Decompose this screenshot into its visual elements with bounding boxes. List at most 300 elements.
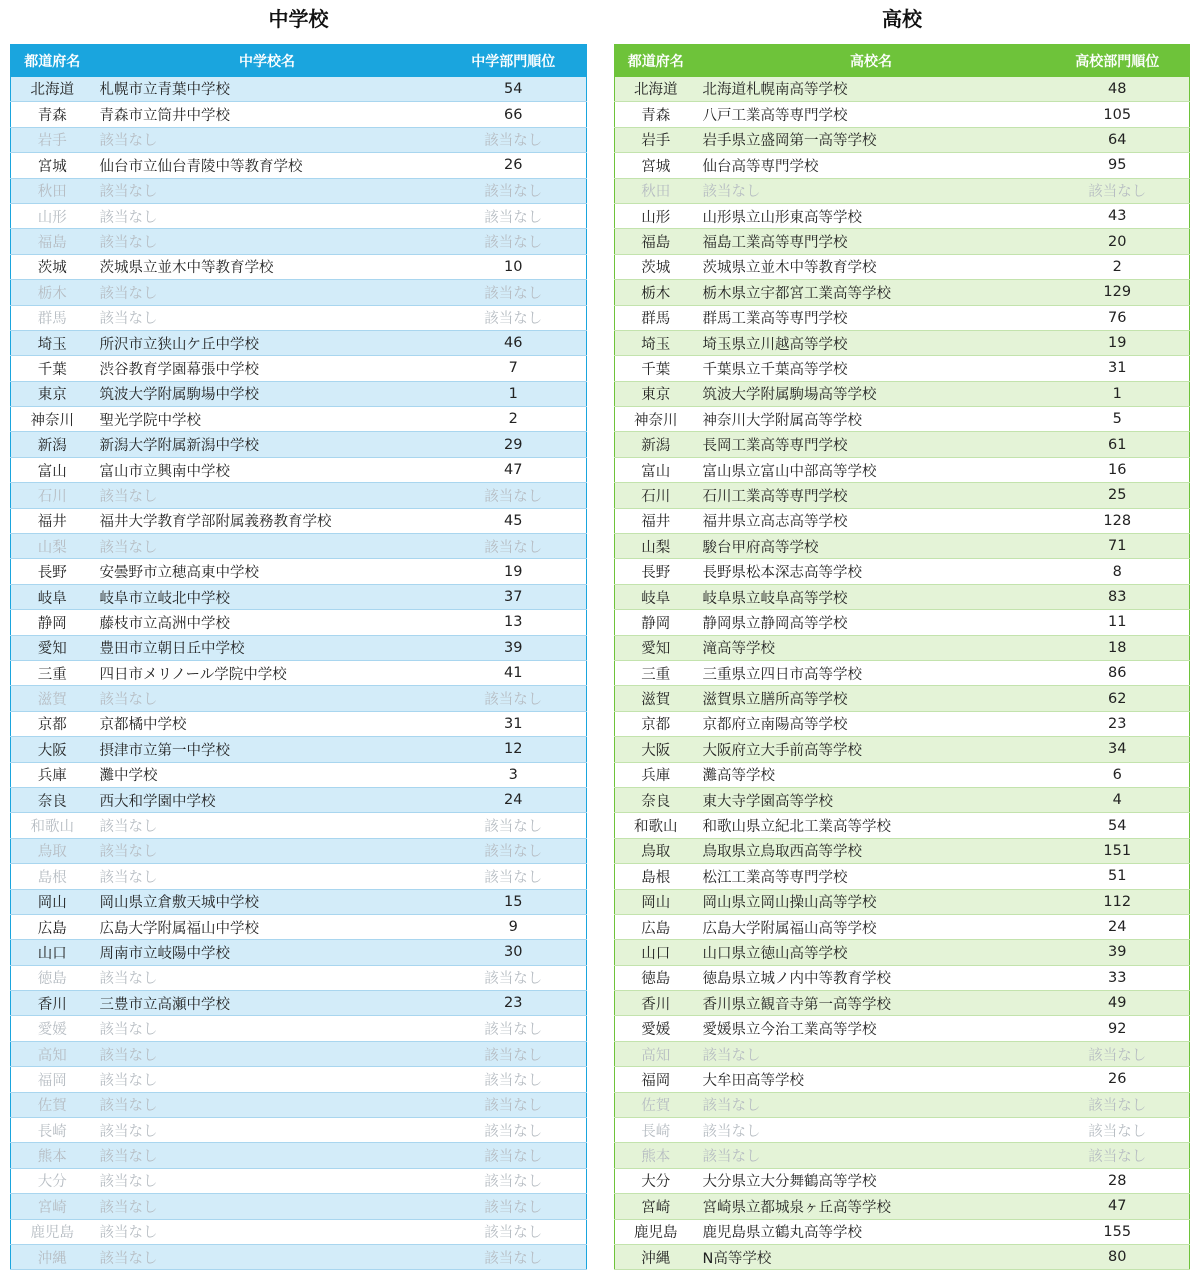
rank-cell: 該当なし xyxy=(1046,1118,1190,1143)
table-row xyxy=(11,1016,587,1041)
table-row xyxy=(615,178,1190,203)
prefecture-cell: 和歌山 xyxy=(615,813,697,838)
school-name-cell: 山口県立徳山高等学校 xyxy=(697,940,1046,965)
prefecture-cell: 愛知 xyxy=(615,635,697,660)
school-name-cell: 大阪府立大手前高等学校 xyxy=(697,737,1046,762)
rank-cell: 該当なし xyxy=(441,229,587,254)
rank-cell: 105 xyxy=(1046,102,1190,127)
school-name-cell: 徳島県立城ノ内中等教育学校 xyxy=(697,965,1046,990)
table-header-row xyxy=(11,45,587,77)
table-row xyxy=(11,914,587,939)
prefecture-cell: 千葉 xyxy=(615,356,697,381)
prefecture-cell: 沖縄 xyxy=(11,1244,94,1269)
table-row xyxy=(11,203,587,228)
header-prefecture: 都道府名 xyxy=(615,45,697,77)
rank-cell: 9 xyxy=(441,914,587,939)
prefecture-cell: 北海道 xyxy=(11,77,94,102)
school-name-cell: 該当なし xyxy=(94,1041,441,1066)
prefecture-cell: 大分 xyxy=(11,1168,94,1193)
table-row xyxy=(615,1219,1190,1244)
school-name-cell: 茨城県立並木中等教育学校 xyxy=(697,254,1046,279)
table-row xyxy=(615,610,1190,635)
school-name-cell: 山形県立山形東高等学校 xyxy=(697,203,1046,228)
school-name-cell: 藤枝市立高洲中学校 xyxy=(94,610,441,635)
prefecture-cell: 宮城 xyxy=(615,153,697,178)
prefecture-cell: 青森 xyxy=(11,102,94,127)
school-name-cell: 香川県立観音寺第一高等学校 xyxy=(697,991,1046,1016)
prefecture-cell: 三重 xyxy=(11,660,94,685)
school-name-cell: 該当なし xyxy=(94,1016,441,1041)
prefecture-cell: 広島 xyxy=(615,914,697,939)
table-row xyxy=(615,813,1190,838)
table-row xyxy=(615,559,1190,584)
prefecture-cell: 岩手 xyxy=(11,127,94,152)
rank-cell: 86 xyxy=(1046,660,1190,685)
rank-cell: 24 xyxy=(1046,914,1190,939)
rank-cell: 該当なし xyxy=(441,305,587,330)
table-row xyxy=(615,940,1190,965)
table-row xyxy=(11,1194,587,1219)
table-row xyxy=(11,686,587,711)
school-name-cell: 該当なし xyxy=(697,1092,1046,1117)
rank-cell: 該当なし xyxy=(441,1118,587,1143)
school-name-cell: 栃木県立宇都宮工業高等学校 xyxy=(697,280,1046,305)
table-row xyxy=(615,432,1190,457)
table-row xyxy=(615,1118,1190,1143)
rank-cell: 10 xyxy=(441,254,587,279)
table-row xyxy=(615,787,1190,812)
table-row xyxy=(11,534,587,559)
rank-cell: 19 xyxy=(441,559,587,584)
school-name-cell: 西大和学園中学校 xyxy=(94,787,441,812)
rank-cell: 76 xyxy=(1046,305,1190,330)
prefecture-cell: 宮城 xyxy=(11,153,94,178)
table-row xyxy=(11,77,587,102)
school-name-cell: 広島大学附属福山高等学校 xyxy=(697,914,1046,939)
high-school-rows xyxy=(615,77,1190,1270)
prefecture-cell: 新潟 xyxy=(615,432,697,457)
table-row xyxy=(615,1016,1190,1041)
rank-cell: 該当なし xyxy=(441,534,587,559)
middle-school-rows xyxy=(11,77,587,1270)
rank-cell: 23 xyxy=(441,991,587,1016)
prefecture-cell: 山梨 xyxy=(615,534,697,559)
table-row xyxy=(615,711,1190,736)
rank-cell: 29 xyxy=(441,432,587,457)
school-name-cell: 該当なし xyxy=(697,178,1046,203)
rank-cell: 該当なし xyxy=(441,1194,587,1219)
school-name-cell: 三重県立四日市高等学校 xyxy=(697,660,1046,685)
table-row xyxy=(11,102,587,127)
prefecture-cell: 栃木 xyxy=(11,280,94,305)
rank-cell: 23 xyxy=(1046,711,1190,736)
school-name-cell: 該当なし xyxy=(94,229,441,254)
rank-cell: 16 xyxy=(1046,457,1190,482)
table-row xyxy=(615,127,1190,152)
table-row xyxy=(11,584,587,609)
table-row xyxy=(615,77,1190,102)
school-name-cell: 石川工業高等専門学校 xyxy=(697,483,1046,508)
table-row xyxy=(11,991,587,1016)
table-row xyxy=(615,914,1190,939)
school-name-cell: 富山県立富山中部高等学校 xyxy=(697,457,1046,482)
prefecture-cell: 東京 xyxy=(615,381,697,406)
school-name-cell: 神奈川大学附属高等学校 xyxy=(697,407,1046,432)
table-row xyxy=(615,254,1190,279)
table-row xyxy=(11,1067,587,1092)
table-row xyxy=(615,838,1190,863)
prefecture-cell: 島根 xyxy=(615,864,697,889)
school-name-cell: 該当なし xyxy=(94,280,441,305)
rank-cell: 11 xyxy=(1046,610,1190,635)
prefecture-cell: 静岡 xyxy=(11,610,94,635)
prefecture-cell: 鳥取 xyxy=(615,838,697,863)
prefecture-cell: 大阪 xyxy=(615,737,697,762)
school-name-cell: 該当なし xyxy=(94,1143,441,1168)
school-name-cell: 鹿児島県立鶴丸高等学校 xyxy=(697,1219,1046,1244)
table-row xyxy=(11,940,587,965)
table-row xyxy=(11,813,587,838)
rank-cell: 26 xyxy=(1046,1067,1190,1092)
prefecture-cell: 大阪 xyxy=(11,737,94,762)
school-name-cell: 該当なし xyxy=(94,1118,441,1143)
table-row xyxy=(11,1244,587,1269)
prefecture-cell: 京都 xyxy=(615,711,697,736)
rank-cell: 該当なし xyxy=(441,965,587,990)
school-name-cell: 該当なし xyxy=(94,1067,441,1092)
school-name-cell: 青森市立筒井中学校 xyxy=(94,102,441,127)
table-row xyxy=(615,1244,1190,1269)
header-school-name: 中学校名 xyxy=(94,45,441,77)
prefecture-cell: 神奈川 xyxy=(11,407,94,432)
rank-cell: 54 xyxy=(1046,813,1190,838)
rank-cell: 61 xyxy=(1046,432,1190,457)
prefecture-cell: 埼玉 xyxy=(11,330,94,355)
rank-cell: 47 xyxy=(441,457,587,482)
table-row xyxy=(11,559,587,584)
school-name-cell: 該当なし xyxy=(94,838,441,863)
school-name-cell: 該当なし xyxy=(94,534,441,559)
school-name-cell: 安曇野市立穂高東中学校 xyxy=(94,559,441,584)
table-row xyxy=(615,1067,1190,1092)
school-name-cell: 該当なし xyxy=(94,1244,441,1269)
prefecture-cell: 沖縄 xyxy=(615,1244,697,1269)
school-name-cell: 岡山県立岡山操山高等学校 xyxy=(697,889,1046,914)
prefecture-cell: 新潟 xyxy=(11,432,94,457)
table-row xyxy=(615,305,1190,330)
school-name-cell: 該当なし xyxy=(697,1143,1046,1168)
rank-cell: 該当なし xyxy=(1046,1041,1190,1066)
rank-cell: 該当なし xyxy=(441,127,587,152)
rank-cell: 46 xyxy=(441,330,587,355)
rank-cell: 該当なし xyxy=(441,1143,587,1168)
table-row xyxy=(615,1143,1190,1168)
prefecture-cell: 徳島 xyxy=(615,965,697,990)
rank-cell: 66 xyxy=(441,102,587,127)
school-name-cell: 該当なし xyxy=(94,203,441,228)
table-row xyxy=(11,1143,587,1168)
prefecture-cell: 兵庫 xyxy=(11,762,94,787)
rank-cell: 151 xyxy=(1046,838,1190,863)
rank-cell: 該当なし xyxy=(441,1067,587,1092)
middle-school-table xyxy=(10,44,587,1270)
rank-cell: 20 xyxy=(1046,229,1190,254)
table-row xyxy=(615,991,1190,1016)
rank-cell: 48 xyxy=(1046,77,1190,102)
rank-cell: 該当なし xyxy=(441,280,587,305)
school-name-cell: 該当なし xyxy=(94,127,441,152)
school-name-cell: 所沢市立狭山ケ丘中学校 xyxy=(94,330,441,355)
prefecture-cell: 茨城 xyxy=(11,254,94,279)
school-name-cell: 京都橘中学校 xyxy=(94,711,441,736)
table-row xyxy=(615,1041,1190,1066)
prefecture-cell: 石川 xyxy=(615,483,697,508)
prefecture-cell: 愛媛 xyxy=(615,1016,697,1041)
rank-cell: 該当なし xyxy=(441,686,587,711)
prefecture-cell: 鹿児島 xyxy=(11,1219,94,1244)
table-row xyxy=(11,127,587,152)
table-row xyxy=(615,280,1190,305)
table-row xyxy=(11,1168,587,1193)
rank-cell: 39 xyxy=(1046,940,1190,965)
prefecture-cell: 山形 xyxy=(615,203,697,228)
table-header-row xyxy=(615,45,1190,77)
school-name-cell: 該当なし xyxy=(697,1041,1046,1066)
school-name-cell: 該当なし xyxy=(94,813,441,838)
rank-cell: 5 xyxy=(1046,407,1190,432)
table-row xyxy=(615,407,1190,432)
table-row xyxy=(615,584,1190,609)
rank-cell: 95 xyxy=(1046,153,1190,178)
rank-cell: 該当なし xyxy=(1046,1143,1190,1168)
school-name-cell: 滝高等学校 xyxy=(697,635,1046,660)
school-name-cell: 埼玉県立川越高等学校 xyxy=(697,330,1046,355)
rank-cell: 33 xyxy=(1046,965,1190,990)
rank-cell: 該当なし xyxy=(441,483,587,508)
prefecture-cell: 山梨 xyxy=(11,534,94,559)
rank-cell: 28 xyxy=(1046,1168,1190,1193)
rank-cell: 71 xyxy=(1046,534,1190,559)
prefecture-cell: 愛媛 xyxy=(11,1016,94,1041)
school-name-cell: 八戸工業高等専門学校 xyxy=(697,102,1046,127)
rank-cell: 26 xyxy=(441,153,587,178)
rank-cell: 24 xyxy=(441,787,587,812)
school-name-cell: 筑波大学附属駒場高等学校 xyxy=(697,381,1046,406)
prefecture-cell: 兵庫 xyxy=(615,762,697,787)
table-row xyxy=(11,838,587,863)
rank-cell: 15 xyxy=(441,889,587,914)
school-name-cell: N高等学校 xyxy=(697,1244,1046,1269)
table-row xyxy=(615,1092,1190,1117)
school-name-cell: 該当なし xyxy=(94,483,441,508)
prefecture-cell: 愛知 xyxy=(11,635,94,660)
rank-cell: 2 xyxy=(1046,254,1190,279)
school-name-cell: 該当なし xyxy=(94,305,441,330)
rank-cell: 1 xyxy=(1046,381,1190,406)
prefecture-cell: 福岡 xyxy=(615,1067,697,1092)
rank-cell: 64 xyxy=(1046,127,1190,152)
rank-cell: 19 xyxy=(1046,330,1190,355)
school-name-cell: 京都府立南陽高等学校 xyxy=(697,711,1046,736)
prefecture-cell: 島根 xyxy=(11,864,94,889)
table-row xyxy=(11,889,587,914)
rank-cell: 2 xyxy=(441,407,587,432)
table-row xyxy=(11,965,587,990)
table-row xyxy=(11,610,587,635)
prefecture-cell: 香川 xyxy=(11,991,94,1016)
school-name-cell: 福井県立高志高等学校 xyxy=(697,508,1046,533)
rank-cell: 62 xyxy=(1046,686,1190,711)
table-row xyxy=(11,1041,587,1066)
rank-cell: 13 xyxy=(441,610,587,635)
school-name-cell: 広島大学附属福山中学校 xyxy=(94,914,441,939)
table-row xyxy=(615,889,1190,914)
prefecture-cell: 群馬 xyxy=(11,305,94,330)
rank-cell: 34 xyxy=(1046,737,1190,762)
prefecture-cell: 佐賀 xyxy=(615,1092,697,1117)
table-row xyxy=(11,229,587,254)
prefecture-cell: 群馬 xyxy=(615,305,697,330)
school-name-cell: 茨城県立並木中等教育学校 xyxy=(94,254,441,279)
prefecture-cell: 大分 xyxy=(615,1168,697,1193)
school-name-cell: 宮崎県立都城泉ヶ丘高等学校 xyxy=(697,1194,1046,1219)
table-row xyxy=(11,280,587,305)
table-row xyxy=(11,508,587,533)
table-row xyxy=(11,762,587,787)
high-school-table xyxy=(614,44,1190,1270)
rank-cell: 1 xyxy=(441,381,587,406)
prefecture-cell: 石川 xyxy=(11,483,94,508)
table-row xyxy=(11,305,587,330)
prefecture-cell: 熊本 xyxy=(11,1143,94,1168)
table-row xyxy=(615,483,1190,508)
rank-cell: 該当なし xyxy=(441,1092,587,1117)
table-row xyxy=(11,356,587,381)
rank-cell: 25 xyxy=(1046,483,1190,508)
prefecture-cell: 福岡 xyxy=(11,1067,94,1092)
prefecture-cell: 岐阜 xyxy=(615,584,697,609)
prefecture-cell: 高知 xyxy=(615,1041,697,1066)
prefecture-cell: 青森 xyxy=(615,102,697,127)
school-name-cell: 筑波大学附属駒場中学校 xyxy=(94,381,441,406)
rank-cell: 80 xyxy=(1046,1244,1190,1269)
school-name-cell: 該当なし xyxy=(94,864,441,889)
table-row xyxy=(11,178,587,203)
table-row xyxy=(615,229,1190,254)
school-name-cell: 摂津市立第一中学校 xyxy=(94,737,441,762)
school-name-cell: 該当なし xyxy=(697,1118,1046,1143)
prefecture-cell: 滋賀 xyxy=(11,686,94,711)
prefecture-cell: 秋田 xyxy=(615,178,697,203)
prefecture-cell: 千葉 xyxy=(11,356,94,381)
table-row xyxy=(615,508,1190,533)
school-name-cell: 札幌市立青葉中学校 xyxy=(94,77,441,102)
rank-cell: 該当なし xyxy=(441,1219,587,1244)
prefecture-cell: 香川 xyxy=(615,991,697,1016)
table-row xyxy=(11,711,587,736)
prefecture-cell: 福島 xyxy=(11,229,94,254)
table-row xyxy=(615,457,1190,482)
school-name-cell: 千葉県立千葉高等学校 xyxy=(697,356,1046,381)
table-row xyxy=(615,660,1190,685)
rank-cell: 該当なし xyxy=(441,1016,587,1041)
prefecture-cell: 秋田 xyxy=(11,178,94,203)
prefecture-cell: 広島 xyxy=(11,914,94,939)
school-name-cell: 該当なし xyxy=(94,1194,441,1219)
rank-cell: 49 xyxy=(1046,991,1190,1016)
school-name-cell: 聖光学院中学校 xyxy=(94,407,441,432)
rank-cell: 43 xyxy=(1046,203,1190,228)
table-row xyxy=(11,407,587,432)
school-name-cell: 滋賀県立膳所高等学校 xyxy=(697,686,1046,711)
rank-cell: 該当なし xyxy=(441,1041,587,1066)
table-row xyxy=(11,1118,587,1143)
school-name-cell: 北海道札幌南高等学校 xyxy=(697,77,1046,102)
table-row xyxy=(11,330,587,355)
rank-cell: 54 xyxy=(441,77,587,102)
school-name-cell: 駿台甲府高等学校 xyxy=(697,534,1046,559)
prefecture-cell: 富山 xyxy=(615,457,697,482)
rank-cell: 41 xyxy=(441,660,587,685)
prefecture-cell: 岡山 xyxy=(615,889,697,914)
prefecture-cell: 和歌山 xyxy=(11,813,94,838)
high-school-panel xyxy=(614,0,1190,1270)
rank-cell: 該当なし xyxy=(1046,178,1190,203)
rank-cell: 該当なし xyxy=(441,1168,587,1193)
table-row xyxy=(11,153,587,178)
rank-cell: 30 xyxy=(441,940,587,965)
school-name-cell: 長岡工業高等専門学校 xyxy=(697,432,1046,457)
prefecture-cell: 滋賀 xyxy=(615,686,697,711)
school-name-cell: 大分県立大分舞鶴高等学校 xyxy=(697,1168,1046,1193)
rank-cell: 3 xyxy=(441,762,587,787)
prefecture-cell: 岡山 xyxy=(11,889,94,914)
table-row xyxy=(11,635,587,660)
table-row xyxy=(11,457,587,482)
table-row xyxy=(615,153,1190,178)
high-school-title: 高校 xyxy=(882,7,922,31)
school-name-cell: 岐阜県立岐阜高等学校 xyxy=(697,584,1046,609)
rank-cell: 18 xyxy=(1046,635,1190,660)
school-name-cell: 岩手県立盛岡第一高等学校 xyxy=(697,127,1046,152)
table-row xyxy=(615,762,1190,787)
prefecture-cell: 徳島 xyxy=(11,965,94,990)
school-name-cell: 該当なし xyxy=(94,686,441,711)
school-name-cell: 静岡県立静岡高等学校 xyxy=(697,610,1046,635)
rank-cell: 128 xyxy=(1046,508,1190,533)
table-row xyxy=(11,1219,587,1244)
prefecture-cell: 岩手 xyxy=(615,127,697,152)
table-row xyxy=(11,660,587,685)
prefecture-cell: 福井 xyxy=(11,508,94,533)
school-name-cell: 大牟田高等学校 xyxy=(697,1067,1046,1092)
prefecture-cell: 福井 xyxy=(615,508,697,533)
prefecture-cell: 長崎 xyxy=(11,1118,94,1143)
table-row xyxy=(615,1194,1190,1219)
prefecture-cell: 東京 xyxy=(11,381,94,406)
prefecture-cell: 長崎 xyxy=(615,1118,697,1143)
school-name-cell: 群馬工業高等専門学校 xyxy=(697,305,1046,330)
rank-cell: 12 xyxy=(441,737,587,762)
header-prefecture: 都道府名 xyxy=(11,45,94,77)
table-row xyxy=(615,102,1190,127)
prefecture-cell: 熊本 xyxy=(615,1143,697,1168)
prefecture-cell: 鹿児島 xyxy=(615,1219,697,1244)
school-name-cell: 岡山県立倉敷天城中学校 xyxy=(94,889,441,914)
prefecture-cell: 山形 xyxy=(11,203,94,228)
table-row xyxy=(615,965,1190,990)
table-row xyxy=(615,534,1190,559)
